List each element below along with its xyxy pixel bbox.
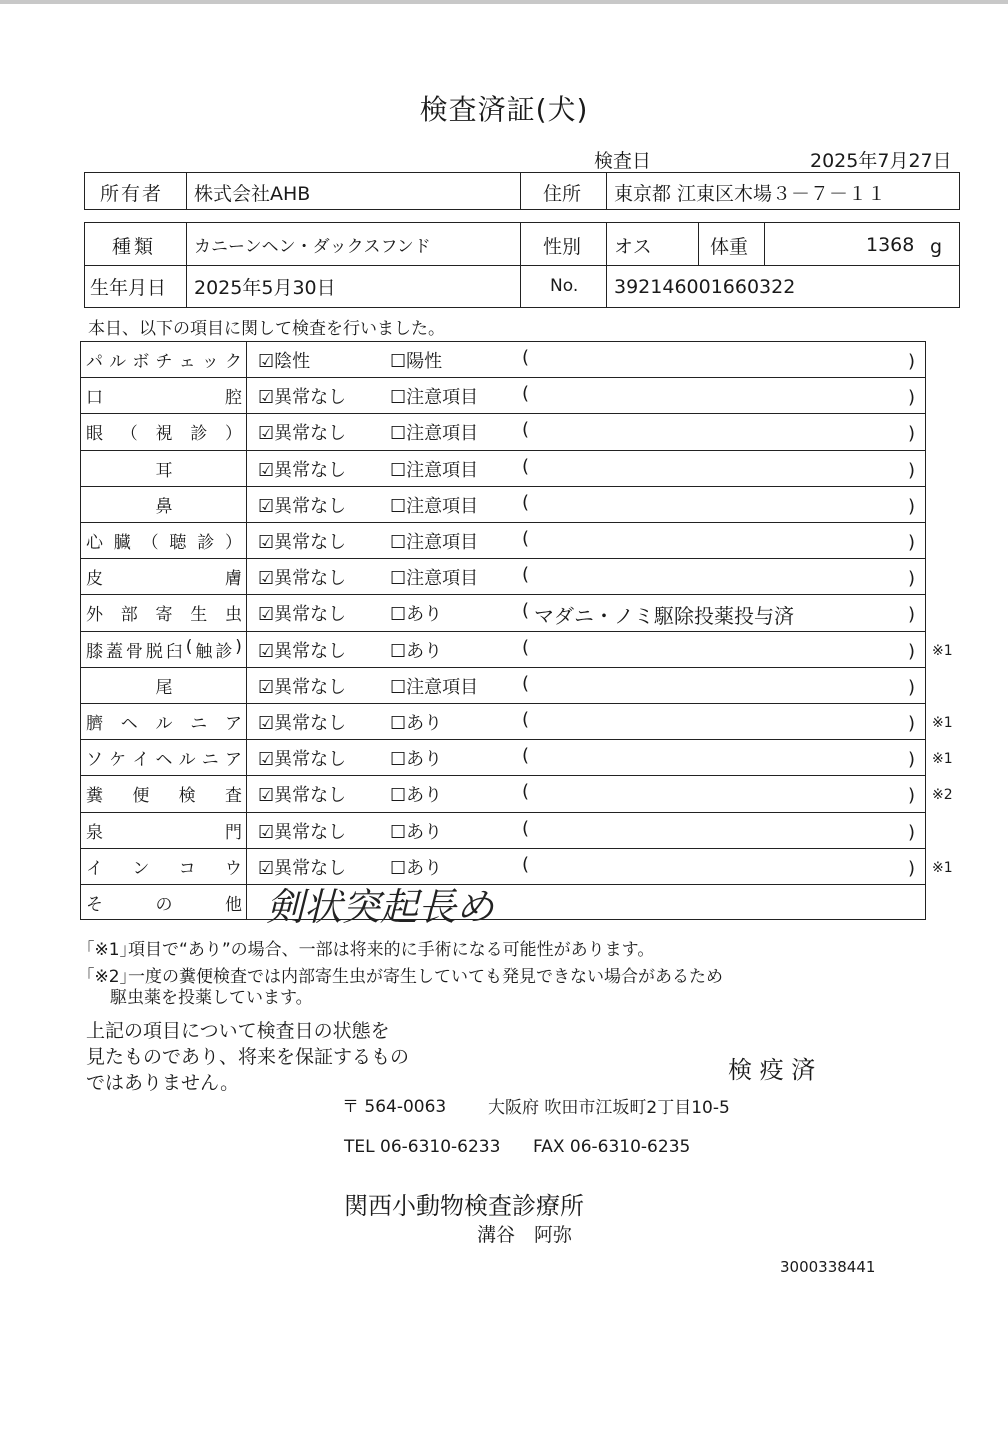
note-open-paren: ( xyxy=(522,528,530,549)
note-open-paren: ( xyxy=(522,600,530,621)
option-checked[interactable]: ☑異常なし xyxy=(258,604,347,625)
item-label: 外 部 寄 生 虫 xyxy=(86,605,242,625)
item-label: イ ン コ ウ xyxy=(86,859,242,879)
note-close-paren: ) xyxy=(908,496,916,517)
note-open-paren: ( xyxy=(522,383,530,404)
intro-text: 本日、以下の項目に関して検査を行いました。 xyxy=(88,319,445,339)
sex-value: オス xyxy=(614,236,652,258)
owner-label: 所有者 xyxy=(100,183,164,205)
footnote-2b: 駆虫薬を投薬しています。 xyxy=(110,988,313,1008)
note-close-paren: ) xyxy=(908,785,916,806)
option-checked[interactable]: ☑異常なし xyxy=(258,496,347,517)
option-unchecked[interactable]: ☐注意項目 xyxy=(390,460,479,481)
breed-value: カニーンヘン・ダックスフンド xyxy=(194,237,431,257)
note-open-paren: ( xyxy=(522,492,530,513)
note-close-paren: ) xyxy=(908,532,916,553)
option-checked[interactable]: ☑異常なし xyxy=(258,677,347,698)
other-handwritten-note: 剣状突起長め xyxy=(266,885,495,929)
dob-value: 2025年5月30日 xyxy=(194,277,336,299)
option-unchecked[interactable]: ☐あり xyxy=(390,641,443,662)
footnote-ref: ※1 xyxy=(932,715,953,731)
address-value: 東京都 江東区木場３－７－１１ xyxy=(614,183,887,205)
option-unchecked[interactable]: ☐注意項目 xyxy=(390,532,479,553)
option-checked[interactable]: ☑異常なし xyxy=(258,387,347,408)
item-label: 膝 蓋 骨 脱 臼 ( 触 診 ) xyxy=(86,637,242,662)
option-checked[interactable]: ☑異常なし xyxy=(258,713,347,734)
note-open-paren: ( xyxy=(522,564,530,585)
option-unchecked[interactable]: ☐あり xyxy=(390,822,443,843)
weight-unit: g xyxy=(930,236,943,258)
note-open-paren: ( xyxy=(522,709,530,730)
note-open-paren: ( xyxy=(522,456,530,477)
note-close-paren: ) xyxy=(908,858,916,879)
owner-value: 株式会社AHB xyxy=(194,183,311,205)
note-open-paren: ( xyxy=(522,745,530,766)
disclaimer-line-1: 上記の項目について検査日の状態を xyxy=(86,1020,390,1042)
item-label: 耳 xyxy=(155,461,173,481)
option-checked[interactable]: ☑異常なし xyxy=(258,785,347,806)
address-label: 住所 xyxy=(543,183,582,205)
note-open-paren: ( xyxy=(522,347,530,368)
option-checked[interactable]: ☑異常なし xyxy=(258,423,347,444)
disclaimer-line-3: ではありません。 xyxy=(86,1072,240,1094)
vet-name: 溝谷 阿弥 xyxy=(477,1224,573,1246)
exam-date-label: 検査日 xyxy=(594,150,652,172)
note-close-paren: ) xyxy=(908,749,916,770)
item-label: 心 臓 （ 聴 診 ） xyxy=(86,533,242,553)
note-open-paren: ( xyxy=(522,854,530,875)
weight-label: 体重 xyxy=(710,236,749,258)
option-checked[interactable]: ☑異常なし xyxy=(258,858,347,879)
note-close-paren: ) xyxy=(908,641,916,662)
item-label: 尾 xyxy=(155,678,173,698)
note-close-paren: ) xyxy=(908,387,916,408)
note-open-paren: ( xyxy=(522,781,530,802)
inspection-stamp: 検 疫 済 xyxy=(728,1056,816,1084)
item-label: 泉 門 xyxy=(86,823,242,843)
disclaimer-line-2: 見たものであり、将来を保証するもの xyxy=(86,1046,410,1068)
option-checked[interactable]: ☑異常なし xyxy=(258,749,347,770)
option-unchecked[interactable]: ☐あり xyxy=(390,749,443,770)
document-number: 3000338441 xyxy=(780,1258,876,1276)
other-label: そ の 他 xyxy=(86,895,242,915)
option-unchecked[interactable]: ☐あり xyxy=(390,604,443,625)
option-checked[interactable]: ☑陰性 xyxy=(258,351,311,372)
note-text: マダニ・ノミ駆除投薬投与済 xyxy=(534,604,794,628)
option-unchecked[interactable]: ☐注意項目 xyxy=(390,387,479,408)
footnote-2a: ｢※2｣一度の糞便検査では内部寄生虫が寄生していても発見できない場合があるため xyxy=(86,967,724,987)
scan-edge xyxy=(0,0,1008,4)
item-label: 皮 膚 xyxy=(86,569,242,589)
postal-code: 〒 564-0063 xyxy=(342,1097,447,1117)
dob-label: 生年月日 xyxy=(90,277,167,299)
no-label: No. xyxy=(550,276,579,296)
option-checked[interactable]: ☑異常なし xyxy=(258,460,347,481)
option-checked[interactable]: ☑異常なし xyxy=(258,641,347,662)
option-unchecked[interactable]: ☐あり xyxy=(390,713,443,734)
footnote-1: ｢※1｣項目で“あり”の場合、一部は将来的に手術になる可能性があります。 xyxy=(86,940,655,960)
note-open-paren: ( xyxy=(522,419,530,440)
option-unchecked[interactable]: ☐注意項目 xyxy=(390,423,479,444)
note-open-paren: ( xyxy=(522,818,530,839)
note-close-paren: ) xyxy=(908,460,916,481)
item-label: 鼻 xyxy=(155,497,173,517)
item-label: 臍 ヘ ル ニ ア xyxy=(86,714,242,734)
note-open-paren: ( xyxy=(522,637,530,658)
note-close-paren: ) xyxy=(908,677,916,698)
document-title: 検査済証(犬) xyxy=(419,93,589,126)
option-checked[interactable]: ☑異常なし xyxy=(258,532,347,553)
item-label: 口 腔 xyxy=(86,388,242,408)
note-close-paren: ) xyxy=(908,351,916,372)
option-unchecked[interactable]: ☐注意項目 xyxy=(390,568,479,589)
option-unchecked[interactable]: ☐陽性 xyxy=(390,351,443,372)
note-close-paren: ) xyxy=(908,713,916,734)
footnote-ref: ※2 xyxy=(932,787,953,803)
footnote-ref: ※1 xyxy=(932,860,953,876)
breed-label: 種類 xyxy=(112,236,157,258)
option-checked[interactable]: ☑異常なし xyxy=(258,568,347,589)
note-open-paren: ( xyxy=(522,673,530,694)
option-checked[interactable]: ☑異常なし xyxy=(258,822,347,843)
note-close-paren: ) xyxy=(908,604,916,625)
option-unchecked[interactable]: ☐あり xyxy=(390,785,443,806)
exam-date-value: 2025年7月27日 xyxy=(810,150,952,172)
note-close-paren: ) xyxy=(908,423,916,444)
footnote-ref: ※1 xyxy=(932,643,953,659)
item-label: 眼 （ 視 診 ） xyxy=(86,424,242,444)
clinic-tel: TEL 06-6310-6233 xyxy=(344,1137,501,1157)
note-close-paren: ) xyxy=(908,822,916,843)
option-unchecked[interactable]: ☐あり xyxy=(390,858,443,879)
weight-value: 1368 xyxy=(866,234,915,256)
note-close-paren: ) xyxy=(908,568,916,589)
clinic-fax: FAX 06-6310-6235 xyxy=(533,1137,691,1157)
footnote-ref: ※1 xyxy=(932,751,953,767)
item-label: ソ ケ イ ヘ ル ニ ア xyxy=(86,750,242,770)
clinic-name: 関西小動物検査診療所 xyxy=(344,1192,584,1220)
item-label: パ ル ボ チ ェ ッ ク xyxy=(86,352,242,372)
option-unchecked[interactable]: ☐注意項目 xyxy=(390,496,479,517)
option-unchecked[interactable]: ☐注意項目 xyxy=(390,677,479,698)
sex-label: 性別 xyxy=(543,236,582,258)
no-value: 392146001660322 xyxy=(614,276,796,298)
item-label: 糞 便 検 査 xyxy=(86,786,242,806)
clinic-address: 大阪府 吹田市江坂町2丁目10-5 xyxy=(488,1098,730,1118)
